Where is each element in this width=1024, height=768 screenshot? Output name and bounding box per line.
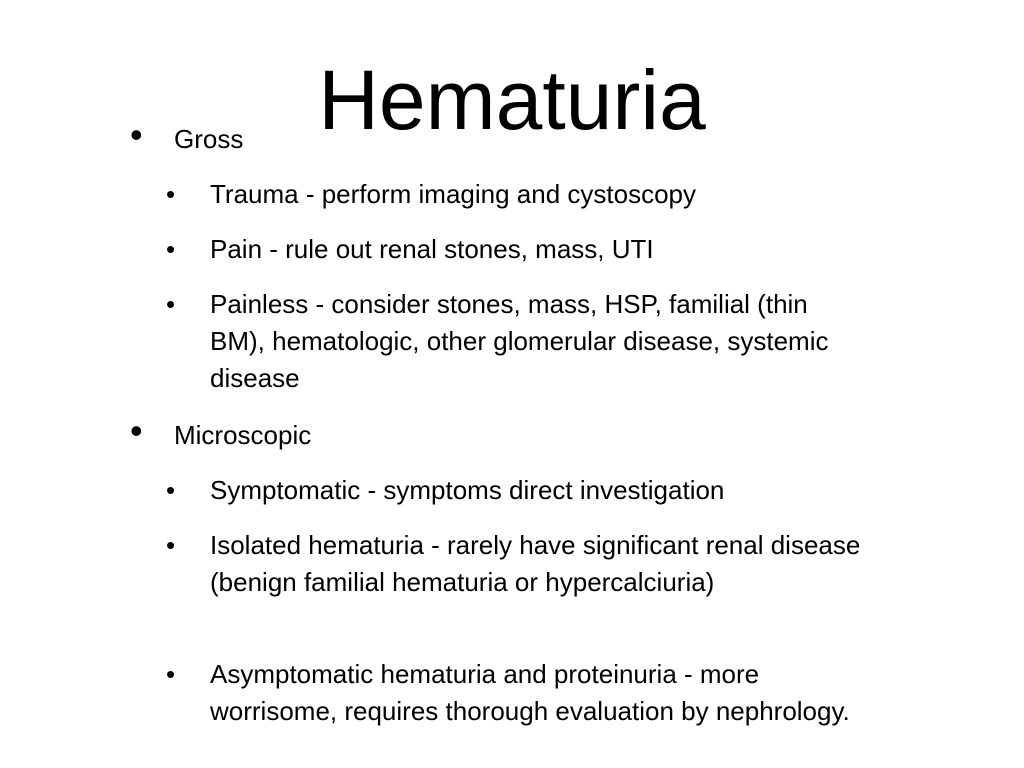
slide-title: Hematuria — [318, 53, 706, 147]
bullet-text: Painless - consider stones, mass, HSP, familial (thin BM), hematologic, other glomerular disease, systemic disease — [210, 289, 829, 393]
section-label: Gross — [174, 124, 244, 154]
bullet-level2-item — [166, 656, 866, 730]
bullet-level2-item — [166, 176, 866, 213]
bullet-level2-item — [166, 231, 866, 268]
bullet-dot-icon: • — [166, 475, 176, 505]
bullet-dot-icon: • — [166, 289, 176, 319]
bullet-text: Trauma - perform imaging and cystoscopy — [210, 179, 697, 209]
bullet-text: Symptomatic - symptoms direct investigation — [210, 475, 725, 505]
section-label: Microscopic — [174, 420, 312, 450]
bullet-text: Pain - rule out renal stones, mass, UTI — [210, 234, 654, 264]
bullet-level2-item — [166, 472, 866, 509]
bullet-dot-icon: • — [130, 410, 143, 451]
bullet-dot-icon: • — [166, 659, 176, 689]
bullet-level2-item — [166, 286, 866, 397]
bullet-level2-item — [166, 527, 866, 601]
bullet-dot-icon: • — [166, 234, 176, 264]
bullet-dot-icon: • — [130, 114, 143, 155]
bullet-text: Isolated hematuria - rarely have significant renal disease (benign familial hematuria or hypercalciuria) — [210, 530, 861, 597]
bullet-dot-icon: • — [166, 530, 176, 560]
bullet-dot-icon: • — [166, 179, 176, 209]
bullet-text: Asymptomatic hematuria and proteinuria - more worrisome, requires thorough evaluation by nephrology. — [210, 659, 850, 726]
